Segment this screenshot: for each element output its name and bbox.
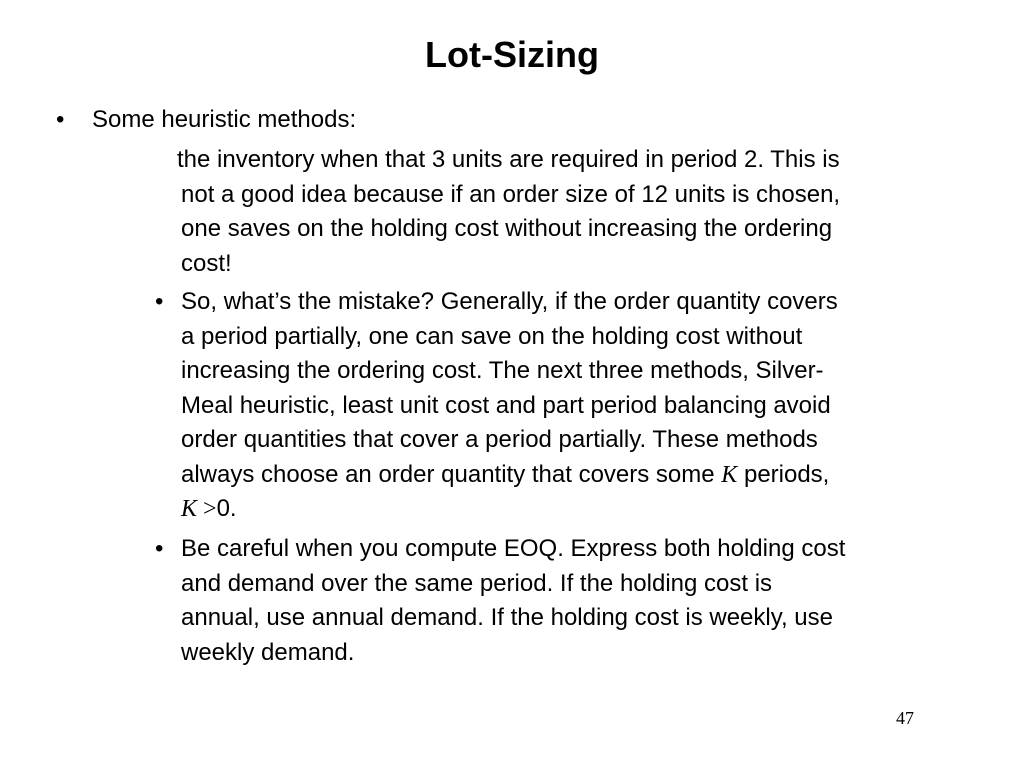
sub-bullet-marker: •	[155, 535, 164, 562]
text-segment: periods,	[737, 460, 830, 488]
paragraph-line: and demand over the same period. If the holding cost is	[181, 569, 773, 597]
paragraph-line: not a good idea because if an order size of 12 units is chosen,	[181, 180, 841, 208]
paragraph-line: Meal heuristic, least unit cost and part period balancing avoid	[181, 391, 831, 419]
paragraph-line: So, what’s the mistake? Generally, if the order quantity covers	[181, 288, 838, 315]
slide-title: Lot-Sizing	[425, 34, 599, 75]
paragraph-line: Be careful when you compute EOQ. Express both holding cost	[181, 535, 846, 562]
page-number: 47	[896, 708, 914, 728]
sub-bullet-marker: •	[155, 288, 164, 315]
paragraph-line	[181, 458, 981, 493]
math-variable-k: K	[721, 461, 738, 488]
text-segment: 0.	[216, 495, 237, 522]
paragraph-line: cost!	[181, 249, 232, 277]
math-operator: >	[197, 496, 217, 522]
paragraph-line: a period partially, one can save on the holding cost without	[181, 322, 803, 350]
paragraph-line: order quantities that cover a period partially. These methods	[181, 426, 818, 453]
bullet-text: Some heuristic methods:	[92, 106, 357, 133]
sub-bullet-eoq	[155, 532, 981, 670]
paragraph-line	[181, 492, 981, 527]
paragraph-line: annual, use annual demand. If the holding cost is weekly, use	[181, 604, 833, 631]
math-variable-k: K	[181, 496, 198, 522]
paragraph-line: increasing the ordering cost. The next three methods, Silver-	[181, 357, 824, 384]
paragraph-line: weekly demand.	[181, 638, 355, 666]
paragraph-line: the inventory when that 3 units are required in period 2. This is	[177, 146, 840, 173]
paragraph-line: one saves on the holding cost without increasing the ordering	[181, 215, 833, 242]
bullet-marker: •	[56, 106, 65, 133]
text-segment: always choose an order quantity that covers some	[181, 460, 722, 488]
continuation-paragraph	[177, 143, 981, 281]
sub-bullet-mistake	[155, 285, 981, 527]
